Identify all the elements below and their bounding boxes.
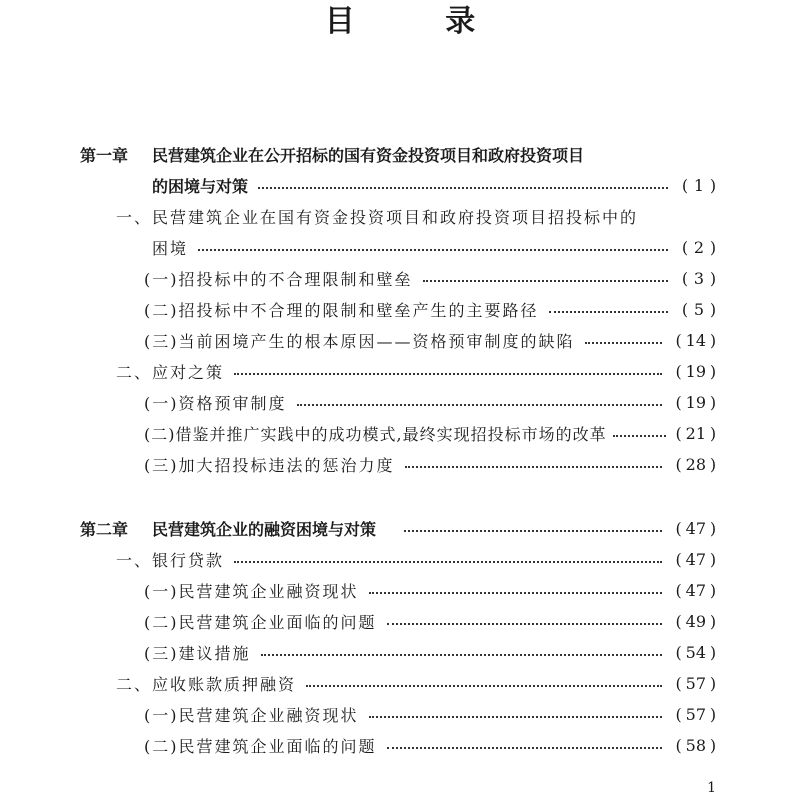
toc-chapter-1[interactable]	[152, 171, 720, 199]
subsection-title: (一)资格预审制度	[144, 393, 287, 413]
dot-leader	[297, 404, 662, 406]
page-number: ( 58 )	[675, 735, 717, 755]
subsection-title: (二)民营建筑企业面临的问题	[144, 612, 377, 632]
subsection-title: (一)民营建筑企业融资现状	[144, 581, 359, 601]
subsection-title: (一)招投标中的不合理限制和壁垒	[144, 269, 413, 289]
section-title-line2: 困境	[152, 238, 189, 258]
page-number: ( 5 )	[681, 299, 717, 319]
page-number: ( 21 )	[675, 423, 717, 443]
subsection-title: (三)当前困境产生的根本原因——资格预审制度的缺陷	[144, 331, 575, 351]
page-number: ( 49 )	[675, 611, 717, 631]
subsection-title: (一)民营建筑企业融资现状	[144, 705, 359, 725]
dot-leader	[369, 592, 662, 594]
dot-leader	[261, 654, 662, 656]
dot-leader	[585, 342, 662, 344]
subsection-title: (二)借鉴并推广实践中的成功模式,最终实现招投标市场的改革	[144, 424, 607, 444]
toc-section-1-1-heading[interactable]	[116, 202, 720, 230]
toc-subsection-1-1-3[interactable]	[144, 326, 720, 354]
dot-leader	[234, 561, 662, 563]
subsection-title: (三)建议措施	[144, 643, 251, 663]
chapter-title-line1: 民营建筑企业在公开招标的国有资金投资项目和政府投资项目	[152, 145, 585, 165]
toc-section-1-1[interactable]	[152, 233, 720, 261]
dot-leader	[306, 685, 662, 687]
section-title-line1: 一、民营建筑企业在国有资金投资项目和政府投资项目招投标中的	[116, 207, 639, 227]
section-title: 二、应对之策	[116, 362, 225, 382]
dot-leader	[258, 187, 668, 189]
toc-chapter-1-heading[interactable]	[80, 140, 720, 168]
subsection-title: (二)民营建筑企业面临的问题	[144, 736, 377, 756]
dot-leader	[549, 311, 669, 313]
toc-chapter-2[interactable]	[80, 514, 720, 542]
toc-section-2-2[interactable]	[116, 669, 720, 697]
page-number: ( 2 )	[681, 237, 717, 257]
toc-subsection-2-1-2[interactable]	[144, 607, 720, 635]
page-folio: 1	[707, 780, 716, 796]
page-number: ( 54 )	[675, 642, 717, 662]
dot-leader	[404, 530, 662, 532]
page-number: ( 57 )	[675, 704, 717, 724]
page-number: ( 14 )	[675, 330, 717, 350]
toc-subsection-1-1-1[interactable]	[144, 264, 720, 292]
page-number: ( 47 )	[675, 549, 717, 569]
chapter-number: 第一章	[80, 145, 129, 165]
dot-leader	[405, 466, 662, 468]
toc-section-2-1[interactable]	[116, 545, 720, 573]
dot-leader	[234, 373, 662, 375]
toc-subsection-1-2-3[interactable]	[144, 450, 720, 478]
dot-leader	[387, 747, 662, 749]
dot-leader	[198, 249, 668, 251]
page-number: ( 47 )	[675, 580, 717, 600]
subsection-title: (二)招投标中不合理的限制和壁垒产生的主要路径	[144, 300, 539, 320]
toc-subsection-2-1-1[interactable]	[144, 576, 720, 604]
toc-subsection-1-1-2[interactable]	[144, 295, 720, 323]
toc-subsection-1-2-1[interactable]	[144, 388, 720, 416]
toc-subsection-1-2-2[interactable]	[144, 419, 720, 447]
dot-leader	[613, 435, 666, 437]
page-number: ( 19 )	[675, 361, 717, 381]
chapter-title-line2: 的困境与对策	[152, 176, 249, 196]
page-number: ( 47 )	[675, 518, 717, 538]
page-number: ( 28 )	[675, 454, 717, 474]
toc-section-1-2[interactable]	[116, 357, 720, 385]
toc-subsection-2-2-1[interactable]	[144, 700, 720, 728]
chapter-title: 民营建筑企业的融资困境与对策	[152, 519, 377, 539]
page-number: ( 19 )	[675, 392, 717, 412]
toc-subsection-2-1-3[interactable]	[144, 638, 720, 666]
page-number: ( 57 )	[675, 673, 717, 693]
toc-subsection-2-2-2[interactable]	[144, 731, 720, 759]
page-number: ( 1 )	[681, 175, 717, 195]
page-title: 目 录	[324, 4, 516, 39]
dot-leader	[423, 280, 669, 282]
chapter-number: 第二章	[80, 519, 129, 539]
section-title: 二、应收账款质押融资	[116, 674, 297, 694]
section-title: 一、银行贷款	[116, 550, 225, 570]
page-number: ( 3 )	[681, 268, 717, 288]
subsection-title: (三)加大招投标违法的惩治力度	[144, 455, 395, 475]
dot-leader	[387, 623, 662, 625]
dot-leader	[369, 716, 662, 718]
